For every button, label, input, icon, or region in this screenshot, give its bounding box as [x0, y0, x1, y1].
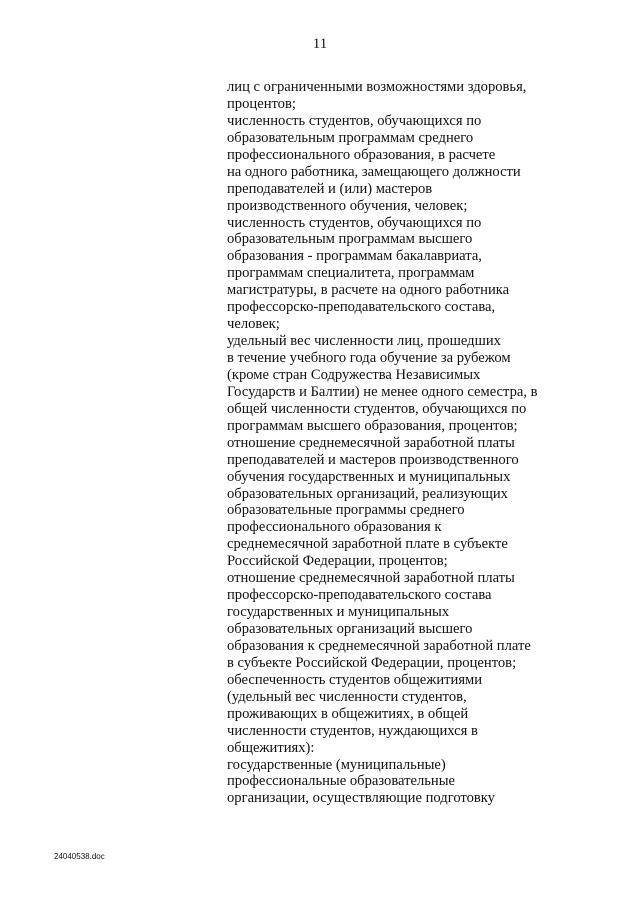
text-line: в течение учебного года обучение за рубежом	[227, 350, 511, 366]
text-line: общей численности студентов, обучающихся по	[227, 400, 527, 417]
text-line: программам высшего образования, процентов;	[227, 417, 518, 434]
text-line: образовательным программам среднего	[227, 129, 474, 146]
text-line: процентов;	[227, 95, 296, 112]
text-line: обеспеченность студентов общежитиями	[227, 671, 483, 688]
text-line: среднемесячной заработной плате в субъекте	[227, 536, 508, 553]
text-line: образования - программам бакалавриата,	[227, 248, 482, 265]
text-line: преподавателей и мастеров производственного	[227, 451, 519, 468]
text-line: отношение среднемесячной заработной платы	[227, 570, 515, 587]
text-line: человек;	[227, 316, 280, 333]
text-line: численность студентов, обучающихся по	[227, 112, 482, 129]
text-line: программам специалитета, программам	[227, 265, 475, 282]
text-line: организации, осуществляющие подготовку	[227, 790, 495, 807]
text-line: лиц с ограниченными возможностями здоровья,	[227, 79, 527, 95]
text-line: профессорско-преподавательского состава,	[227, 299, 496, 316]
text-line: профессорско-преподавательского состава	[227, 587, 492, 604]
text-line: численность студентов, обучающихся по	[227, 214, 482, 231]
text-line: (удельный вес численности студентов,	[227, 688, 467, 705]
text-line: преподавателей и (или) мастеров	[227, 180, 433, 197]
text-line: обучения государственных и муниципальных	[227, 468, 511, 485]
text-line: отношение среднемесячной заработной платы	[227, 434, 515, 451]
text-line: образования к среднемесячной заработной плате	[227, 637, 531, 654]
text-line: магистратуры, в расчете на одного работника	[227, 282, 510, 299]
text-line: государственные (муниципальные)	[227, 756, 446, 773]
text-line: удельный вес численности лиц, прошедших	[227, 333, 501, 350]
footer-filename: 24040538.doc	[54, 852, 105, 861]
text-line: Государств и Балтии) не менее одного семестра, в	[227, 383, 538, 400]
text-line: образовательных организаций высшего	[227, 621, 473, 637]
body-text	[227, 79, 547, 807]
text-line: государственных и муниципальных	[227, 604, 450, 621]
text-line: общежитиях):	[227, 739, 315, 756]
text-line: профессиональные образовательные	[227, 773, 456, 790]
text-line: образовательным программам высшего	[227, 231, 473, 248]
page-number: 11	[312, 36, 328, 52]
text-line: профессионального образования, в расчете	[227, 146, 496, 163]
text-line: образовательные программы среднего	[227, 502, 465, 519]
text-line: Российской Федерации, процентов;	[227, 553, 448, 570]
text-line: в субъекте Российской Федерации, процентов;	[227, 654, 517, 671]
text-line: производственного обучения, человек;	[227, 197, 468, 214]
text-line: численности студентов, нуждающихся в	[227, 722, 478, 739]
text-line: на одного работника, замещающего должности	[227, 163, 521, 180]
text-line: профессионального образования к	[227, 519, 442, 536]
text-line: образовательных организаций, реализующих	[227, 485, 508, 502]
text-line: (кроме стран Содружества Независимых	[227, 366, 481, 383]
text-line: проживающих в общежитиях, в общей	[227, 705, 469, 722]
